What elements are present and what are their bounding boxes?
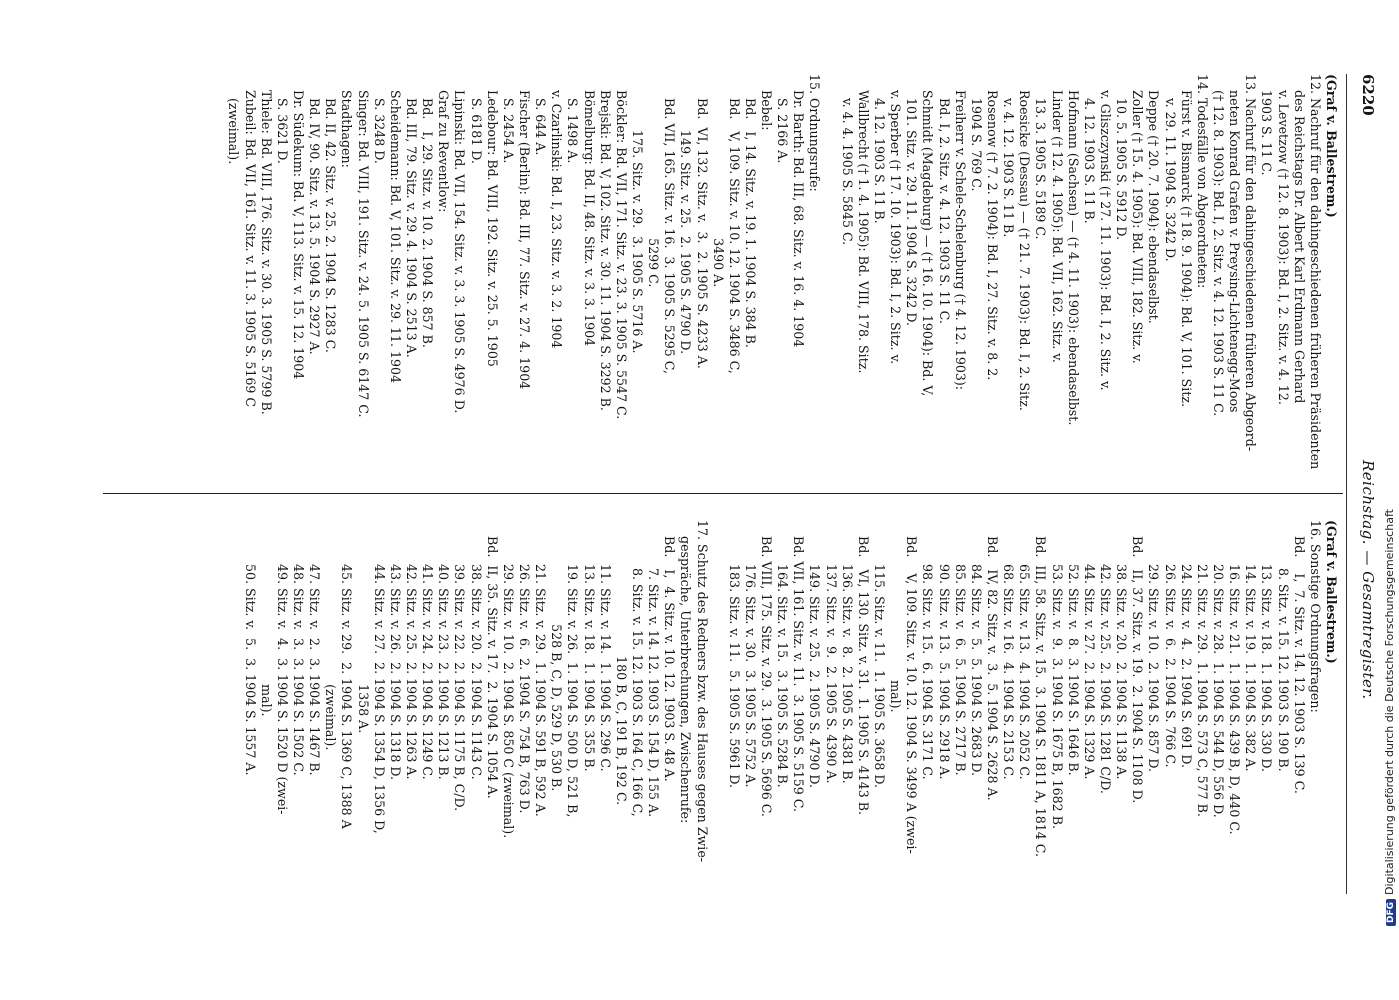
register-line: Lipinski: Bd. VII, 154. Sitz. v. 3. 3. 1905 S. 4976 D. xyxy=(452,74,468,414)
register-line: 3490 A. xyxy=(710,74,726,288)
register-line: Scheidemann: Bd. V, 101. Sitz. v. 29. 11. 1904 xyxy=(387,74,403,384)
register-line: 42. Sitz. v. 25. 2. 1904 S. 1281 C/D. xyxy=(1098,520,1114,794)
register-line: Thiele: Bd. VIII, 176. Sitz. v. 30. 3. 1905 S. 5799 B. xyxy=(258,74,274,415)
register-line: Bd. I, 4. Sitz. v. 10. 12. 1903 S. 48 A. xyxy=(662,520,678,782)
register-line: v. Levetzow († 12. 8. 1903): Bd. I, 2. Sitz. v. 4. 12. xyxy=(1275,74,1291,405)
register-line: Bebel: xyxy=(759,74,775,131)
register-line: Singer: Bd. VIII, 191. Sitz. v. 24. 5. 1905 S. 6147 C. xyxy=(355,74,371,418)
register-line: 52. Sitz. v. 8. 3. 1904 S. 1646 B. xyxy=(1065,520,1081,776)
register-line: Bömelburg: Bd. II, 48. Sitz. v. 3. 3. 1904 xyxy=(581,74,597,347)
register-line: 115. Sitz. v. 11. 1. 1905 S. 3658 D. xyxy=(872,520,888,789)
register-line: v. 4. 12. 1903 S. 11 B. xyxy=(1001,74,1017,238)
register-line: Deppe († 20. 7. 1904): ebendaselbst. xyxy=(1146,74,1162,324)
dfg-logo-icon: DFG xyxy=(1386,899,1396,926)
register-line: mal). xyxy=(258,520,274,717)
register-line: 101. Sitz. v. 29. 11. 1904 S. 3242 D. xyxy=(904,74,920,327)
register-line: 68. Sitz. v. 16. 4. 1904 S. 2153 C. xyxy=(1001,520,1017,780)
register-line: 45. Sitz. v. 29. 2. 1904 S. 1369 C, 1388 A xyxy=(339,520,355,829)
register-line: Stadthagen: xyxy=(339,74,355,168)
register-line: 1903 S. 11 C. xyxy=(1259,74,1275,176)
register-line: S. 3248 D. xyxy=(371,74,387,164)
register-line: 84. Sitz. v. 5. 5. 1904 S. 2683 D. xyxy=(968,520,984,777)
register-line: 1904 S. 769 C. xyxy=(968,74,984,192)
register-line: 26. Sitz. v. 6. 2. 1904 S. 754 B, 763 D. xyxy=(516,520,532,814)
register-line: v. Gliszczynski († 27. 11. 1903): Bd. I, 2. Sitz. v. xyxy=(1098,74,1114,391)
register-line: 164. Sitz. v. 15. 3. 1905 S. 5284 B. xyxy=(775,520,791,788)
register-line: 15. Ordnungsrufe: xyxy=(807,74,823,192)
page-number: 6220 xyxy=(1359,74,1377,116)
register-line: 29. Sitz. v. 10. 2. 1904 S. 857 D. xyxy=(1146,520,1162,773)
register-line: Dr. Barth: Bd. III, 68. Sitz. v. 16. 4. 1904 xyxy=(791,74,807,348)
register-line: Bd. I, 29. Sitz. v. 10. 2. 1904 S. 857 B. xyxy=(420,74,436,348)
register-line: v. Czarlinski: Bd. I, 23. Sitz. v. 3. 2. 1904 xyxy=(549,74,565,349)
register-line: Bd. V, 109. Sitz. v. 10. 12. 1904 S. 3499 A (zwei- xyxy=(904,520,920,854)
register-line: 11. Sitz. v. 14. 1. 1904 S. 296 C. xyxy=(597,520,613,772)
register-line: Bd. I, 2. Sitz. v. 4. 12. 1903 S. 11 C. xyxy=(936,74,952,324)
register-line: 16. Sitz. v. 21. 1. 1904 S. 439 B, D, 440 C. xyxy=(1227,520,1243,835)
register-line: 176. Sitz. v. 30. 3. 1905 S. 5752 A. xyxy=(742,520,758,788)
register-line: Bd. I, 7. Sitz. v. 14. 12. 1903 S. 139 C. xyxy=(1291,520,1307,794)
register-line: 4. 12. 1903 S. 11 B. xyxy=(872,74,888,224)
register-line: 13. Nachruf für den dahingeschiedenen früheren Abgeord- xyxy=(1243,74,1259,452)
register-line: 16. Sonstige Ordnungsfragen: xyxy=(1307,520,1323,713)
register-line: Ledebour: Bd. VIII, 192. Sitz. v. 25. 5. 1905 xyxy=(484,74,500,367)
register-line: Bd. VI, 132. Sitz. v. 3. 2. 1905 S. 4233 A. xyxy=(694,74,710,369)
register-line: 47. Sitz. v. 2. 3. 1904 S. 1467 B. xyxy=(307,520,323,776)
register-line: 8. Sitz. v. 15. 12. 1903 S. 190 B. xyxy=(1275,520,1291,772)
register-line: S. 3621 D. xyxy=(274,74,290,164)
register-line: 38. Sitz. v. 20. 2. 1904 S. 1138 A. xyxy=(1114,520,1130,780)
register-line: Bd. II, 42. Sitz. v. 25. 2. 1904 S. 1283 C. xyxy=(323,74,339,353)
register-line: 12. Nachruf für den dahingeschiedenen früheren Präsidenten xyxy=(1307,74,1323,470)
register-line: 38. Sitz. v. 20. 2. 1904 S. 1143 C. xyxy=(468,520,484,780)
register-line: Bd. VII, 165. Sitz. v. 16. 3. 1905 S. 5295 C, xyxy=(662,74,678,374)
digitization-note xyxy=(1383,0,1399,926)
register-line: 39. Sitz. v. 22. 2. 1904 S. 1175 B, C/D. xyxy=(452,520,468,812)
header-rule xyxy=(1346,74,1347,894)
register-line: 85. Sitz. v. 6. 5. 1904 S. 2717 B. xyxy=(952,520,968,776)
register-line: 8. Sitz. v. 15. 12. 1903 S. 164 C, 166 C, xyxy=(629,520,645,817)
register-line: des Reichstags Dr. Albert Karl Erdmann Gerhard xyxy=(1291,74,1307,404)
register-line: v. 29. 11. 1904 S. 3242 D. xyxy=(1162,74,1178,262)
register-line: 42. Sitz. v. 25. 2. 1904 S. 1263 A. xyxy=(403,520,419,780)
register-line: 149. Sitz. v. 25. 2. 1905 S. 4790 D. xyxy=(678,74,694,355)
register-line: 149. Sitz. v. 25. 2. 1905 S. 4790 D. xyxy=(807,520,823,789)
register-line: 24. Sitz. v. 4. 2. 1904 S. 691 D. xyxy=(1178,520,1194,769)
register-line: Zubeil: Bd. VII, 161. Sitz. v. 11. 3. 1905 S. 5169 C xyxy=(242,74,258,408)
register-line: 137. Sitz. v. 9. 2. 1905 S. 4390 A. xyxy=(823,520,839,784)
column-rule xyxy=(103,493,1343,494)
register-line xyxy=(823,74,839,489)
register-line: mal). xyxy=(888,520,904,713)
register-line: (zweimal). xyxy=(323,520,339,751)
register-line: 90. Sitz. v. 13. 5. 1904 S. 2918 A. xyxy=(936,520,952,780)
register-line: Bd. II, 35. Sitz. v. 17. 2. 1904 S. 1054 A. xyxy=(484,520,500,799)
register-line: S. 644 A. xyxy=(533,74,549,156)
register-line: S. 6181 D. xyxy=(468,74,484,164)
register-line: 183. Sitz. v. 11. 5. 1905 S. 5961 D. xyxy=(726,520,742,789)
register-line: 29. Sitz. v. 10. 2. 1904 S. 850 C (zweimal). xyxy=(500,520,516,839)
right-column xyxy=(241,520,1339,935)
register-line: Brejski: Bd. V, 102. Sitz. v. 30. 11. 1904 S. 3292 B. xyxy=(597,74,613,411)
register-line: 5299 C. xyxy=(646,74,662,288)
register-line: Bd. IV, 90. Sitz. v. 13. 5. 1904 S. 2927 A. xyxy=(307,74,323,355)
register-line: 14. Todesfälle von Abgeordneten: xyxy=(1194,74,1210,289)
register-line: Bd. V, 109. Sitz. v. 10. 12. 1904 S. 3486 C, xyxy=(726,74,742,374)
register-line: Schmidt (Magdeburg) — († 16. 10. 1904): Bd. V, xyxy=(920,74,936,397)
register-line: 7. Sitz. v. 14. 12. 1903 S. 154 D, 155 A. xyxy=(646,520,662,818)
register-line: 180 B, C, 191 B, 192 C. xyxy=(613,520,629,806)
register-line: 43. Sitz. v. 26. 2. 1904 S. 1318 D. xyxy=(387,520,403,781)
register-line: Bd. IV, 82. Sitz. v. 3. 5. 1904 S. 2628 A. xyxy=(985,520,1001,801)
register-line: Bd. III, 79. Sitz. v. 29. 4. 1904 S. 2513 A. xyxy=(403,74,419,358)
register-line: gespräche, Unterbrechungen, Zwischenrufe: xyxy=(678,520,694,824)
register-line: S. 1498 A. xyxy=(565,74,581,164)
register-line: († 12. 8. 1903): Bd. I, 2. Sitz. v. 4. 12. 1903 S. 11 C. xyxy=(1211,74,1227,417)
register-line: Freiherr v. Schele-Schelenburg († 4. 12. 1903): xyxy=(952,74,968,391)
register-line: 40. Sitz. v. 23. 2. 1904 S. 1213 B. xyxy=(436,520,452,780)
register-line: neten Konrad Grafen v. Preysing-Lichtenegg-Moos xyxy=(1227,74,1243,413)
register-line: (zweimal). xyxy=(226,74,242,165)
register-line: 65. Sitz. v. 13. 4. 1904 S. 2052 C. xyxy=(1017,520,1033,780)
register-line: 21. Sitz. v. 29. 1. 1904 S. 591 B, 592 A. xyxy=(533,520,549,817)
register-line: 136. Sitz. v. 8. 2. 1905 S. 4381 B. xyxy=(839,520,855,784)
register-line: 20. Sitz. v. 28. 1. 1904 S. 544 D, 556 D. xyxy=(1211,520,1227,818)
register-line: 13. 3. 1905 S. 5189 C. xyxy=(1033,74,1049,240)
register-line: S. 2166 A. xyxy=(775,74,791,164)
register-line: Hofmann (Sachsen) — († 4. 11. 1903): ebendaselbst. xyxy=(1065,74,1081,426)
register-line: 53. Sitz. v. 9. 3. 1904 S. 1675 B, 1682 B. xyxy=(1049,520,1065,829)
register-line: S. 2454 A. xyxy=(500,74,516,164)
register-line: 49. Sitz. v. 4. 3. 1904 S. 1520 D (zwei- xyxy=(274,520,290,815)
page-title: Reichstag. — Gesamtregister. xyxy=(1359,460,1377,700)
register-line: 10. 5. 1905 S. 5912 D. xyxy=(1114,74,1130,241)
register-line: v. Sperber († 17. 10. 1903): Bd. I, 2. Sitz. v. xyxy=(888,74,904,365)
register-line: 13. Sitz. v. 18. 1. 1904 S. 355 B. xyxy=(581,520,597,772)
register-line: Bd. I, 14. Sitz. v. 19. 1. 1904 S. 384 B. xyxy=(742,74,758,348)
register-line: 1358 A. xyxy=(355,520,371,734)
register-line: Zoller († 15. 4. 1905): Bd. VIII, 182. Sitz. v. xyxy=(1130,74,1146,364)
register-line: Bd. VIII, 175. Sitz. v. 29. 3. 1905 S. 5696 C. xyxy=(759,520,775,817)
register-line: Linder († 12. 4. 1905): Bd. VII, 162. Sitz. v. xyxy=(1049,74,1065,363)
register-line: 4. 12. 1903 S. 11 B. xyxy=(1081,74,1097,224)
register-line: 17. Schutz des Redners bzw. des Hauses gegen Zwie- xyxy=(694,520,710,863)
register-line: 14. Sitz. v. 19. 1. 1904 S. 382 A. xyxy=(1243,520,1259,772)
register-line: Bd. VI, 130. Sitz. v. 31. 1. 1905 S. 4143 B. xyxy=(855,520,871,816)
register-line: 175. Sitz. v. 29. 3. 1905 S. 5716 A. xyxy=(629,74,645,354)
digitization-text: Digitalisierung gefördert durch die Deutsche Forschungsgemeinschaft xyxy=(1383,509,1396,895)
register-line: Wallbrecht († 1. 4. 1905): Bd. VIII, 178. Sitz. xyxy=(855,74,871,374)
register-line: 21. Sitz. v. 29. 1. 1904 S. 573 C, 577 B. xyxy=(1194,520,1210,817)
register-line: 48. Sitz. v. 3. 3. 1904 S. 1502 C. xyxy=(291,520,306,776)
register-line: Graf zu Reventlow: xyxy=(436,74,452,213)
register-line: Bd. III, 58. Sitz. v. 15. 3. 1904 S. 1811 A, 1814 C. xyxy=(1033,520,1049,857)
left-column xyxy=(225,74,1339,489)
register-line: 44. Sitz. v. 27. 2. 1904 S. 1329 A. xyxy=(1081,520,1097,780)
register-line: 13. Sitz. v. 18. 1. 1904 S. 330 D. xyxy=(1259,520,1275,773)
register-line: 41. Sitz. v. 24. 2. 1904 S. 1249 C. xyxy=(420,520,436,780)
register-line: (Graf v. Ballestrem.) xyxy=(1324,74,1339,218)
register-line: 19. Sitz. v. 26. 1. 1904 S. 500 D, 521 B, xyxy=(565,520,581,818)
register-line: Rosenow († 7. 2. 1904): Bd. I, 27. Sitz. v. 8. 2. xyxy=(985,74,1001,381)
register-line: 50. Sitz. v. 5. 3. 1904 S. 1557 A. xyxy=(242,520,258,776)
register-line: Fürst v. Bismarck († 18. 9. 1904): Bd. V, 101. Sitz. xyxy=(1178,74,1194,408)
register-line: v. 4. 4. 1905 S. 5845 C. xyxy=(839,74,855,246)
register-line: (Graf v. Ballestrem.) xyxy=(1324,520,1339,664)
register-line: 98. Sitz. v. 15. 6. 1904 S. 3171 C. xyxy=(920,520,936,780)
register-line: Roesicke (Dessau) — († 21. 7. 1903): Bd. I, 2. Sitz. xyxy=(1017,74,1033,411)
register-line: Bd. VII, 161. Sitz. v. 11. 3. 1905 S. 5159 C. xyxy=(791,520,807,812)
register-line: Bd. II, 37. Sitz. v. 19. 2. 1904 S. 1108 D. xyxy=(1130,520,1146,804)
register-line xyxy=(710,520,726,935)
register-line: 44. Sitz. v. 27. 2. 1904 S. 1354 D, 1356 D, xyxy=(371,520,387,834)
register-line: Dr. Südekum: Bd. V, 113. Sitz. v. 15. 12. 1904 xyxy=(291,74,306,380)
register-line: Böckler: Bd. VII, 171. Sitz. v. 23. 3. 1905 S. 5547 C. xyxy=(613,74,629,420)
register-line: 528 B, C, D, 529 D, 530 B. xyxy=(549,520,565,792)
register-line: 26. Sitz. v. 6. 2. 1904 S. 766 C. xyxy=(1162,520,1178,768)
register-line: Fischer (Berlin): Bd. III, 77. Sitz. v. 27. 4. 1904 xyxy=(516,74,532,390)
